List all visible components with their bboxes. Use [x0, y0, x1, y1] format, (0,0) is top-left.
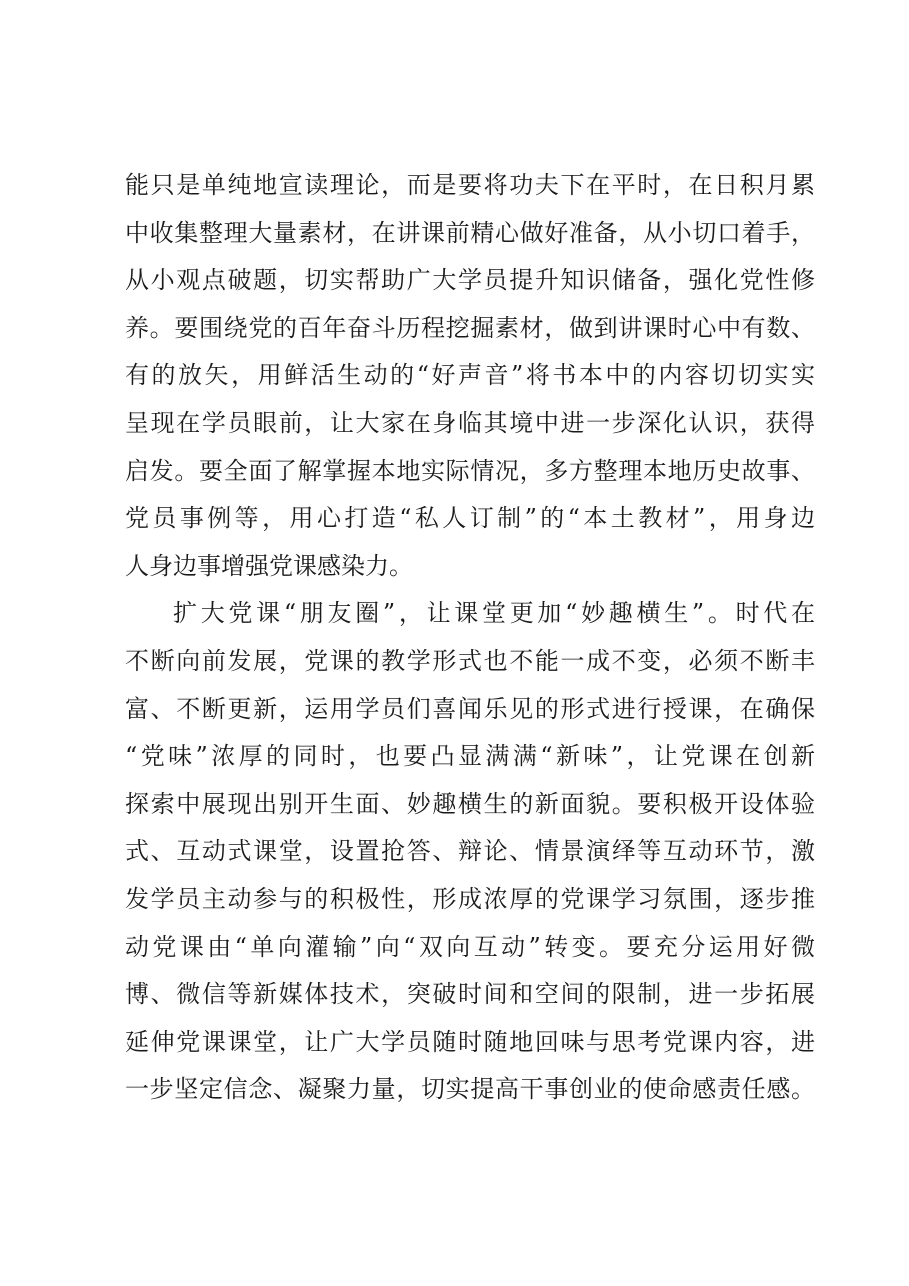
paragraph-heading-line: 扩大党课“朋友圈”，让课堂更加“妙趣横生”。时代在 — [173, 599, 815, 628]
text-line: “党味”浓厚的同时，也要凸显满满“新味”，让党课在创新 — [125, 742, 815, 771]
text-line: 一步坚定信念、凝聚力量，切实提高干事创业的使命感责任感。 — [125, 1075, 815, 1104]
text-line: 养。要围绕党的百年奋斗历程挖掘素材，做到讲课时心中有数、 — [125, 313, 815, 342]
text-line: 启发。要全面了解掌握本地实际情况，多方整理本地历史故事、 — [125, 456, 815, 485]
text-line: 探索中展现出别开生面、妙趣横生的新面貌。要积极开设体验 — [125, 789, 815, 818]
text-line: 富、不断更新，运用学员们喜闻乐见的形式进行授课，在确保 — [125, 694, 815, 723]
text-line: 党员事例等，用心打造“私人订制”的“本土教材”，用身边 — [125, 504, 815, 533]
text-line: 从小观点破题，切实帮助广大学员提升知识储备，强化党性修 — [125, 266, 815, 295]
text-line: 延伸党课课堂，让广大学员随时随地回味与思考党课内容，进 — [125, 1027, 815, 1056]
text-line: 发学员主动参与的积极性，形成浓厚的党课学习氛围，逐步推 — [125, 884, 815, 913]
text-line: 有的放矢，用鲜活生动的“好声音”将书本中的内容切切实实 — [125, 361, 815, 390]
body-text — [125, 162, 815, 1114]
text-line: 中收集整理大量素材，在讲课前精心做好准备，从小切口着手， — [125, 218, 815, 247]
text-line: 人身边事增强党课感染力。 — [125, 551, 413, 580]
text-line: 能只是单纯地宣读理论，而是要将功夫下在平时，在日积月累 — [125, 171, 815, 199]
text-line: 呈现在学员眼前，让大家在身临其境中进一步深化认识，获得 — [125, 408, 815, 437]
text-line: 不断向前发展，党课的教学形式也不能一成不变，必须不断丰 — [125, 646, 815, 675]
text-line: 博、微信等新媒体技术，突破时间和空间的限制，进一步拓展 — [125, 980, 815, 1009]
text-line: 式、互动式课堂，设置抢答、辩论、情景演绎等互动环节，激 — [125, 837, 815, 866]
text-line: 动党课由“单向灌输”向“双向互动”转变。要充分运用好微 — [125, 932, 815, 961]
